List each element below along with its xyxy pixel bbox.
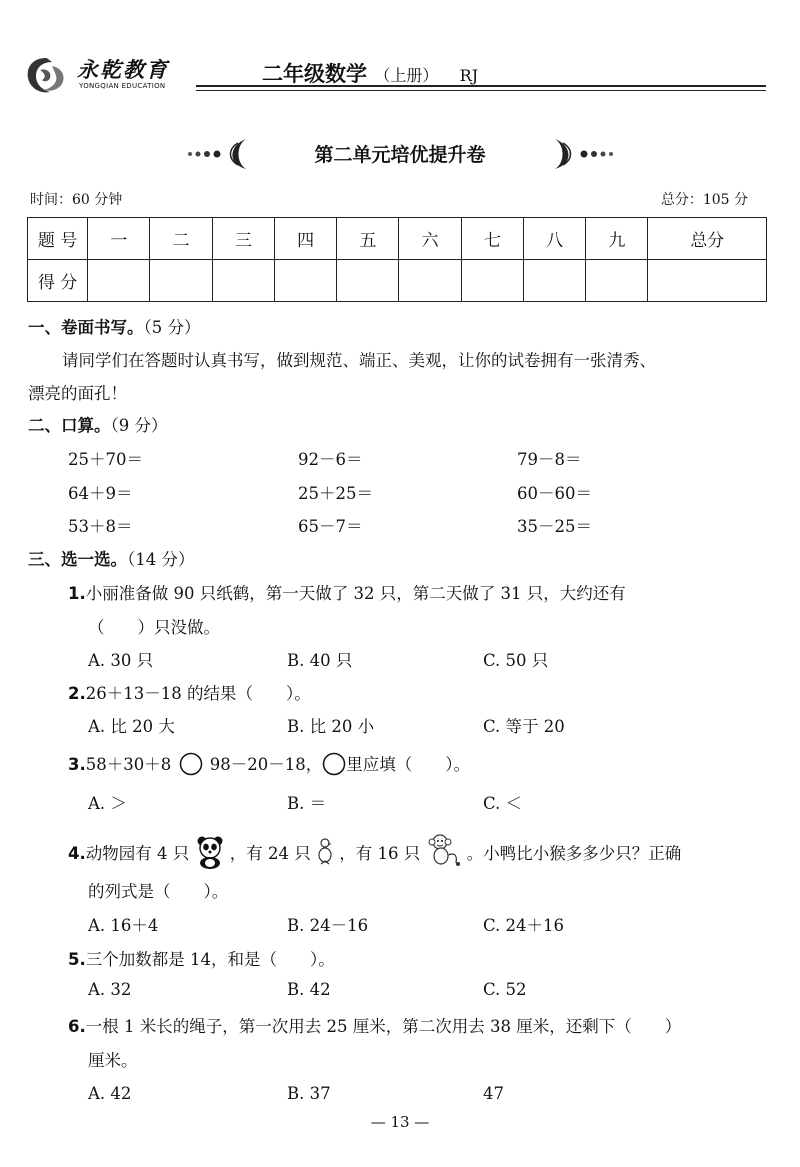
- calc-problem: 64＋9＝: [68, 484, 133, 503]
- question-text-cont: （ ）只没做。: [88, 618, 220, 637]
- option-a[interactable]: A. ＞: [88, 794, 127, 813]
- question-text-cont: 厘米。: [88, 1051, 138, 1070]
- table-cell: 总分: [648, 218, 767, 260]
- question-6: [68, 1013, 681, 1037]
- section-points: （9 分）: [110, 416, 168, 435]
- score-cell[interactable]: [461, 260, 523, 302]
- brand-name-en: YONGQIAN EDUCATION: [79, 82, 166, 90]
- table-cell: 得 分: [28, 260, 88, 302]
- header-subject: 二年级数学: [262, 62, 367, 86]
- header-rule: [196, 85, 766, 87]
- section-heading: [28, 412, 168, 436]
- calc-problem: 60－60＝: [517, 484, 592, 503]
- question-text: 小丽准备做 90 只纸鹤，第一天做了 32 只，第二天做了 31 只，大约还有: [85, 584, 626, 603]
- calc-problem: 35－25＝: [517, 517, 592, 536]
- option-a[interactable]: A. 16＋4: [88, 916, 159, 935]
- question-text: 一根 1 米长的绳子，第一次用去 25 厘米，第二次用去 38 厘米，还剩下（ ）: [85, 1017, 682, 1036]
- option-c[interactable]: C. 52: [483, 980, 527, 999]
- score-cell[interactable]: [150, 260, 212, 302]
- option-c[interactable]: C. 等于 20: [483, 717, 565, 736]
- score-table: [27, 217, 767, 302]
- question-5: [68, 946, 335, 970]
- table-cell: 二: [150, 218, 212, 260]
- unit-title: 第二单元培优提升卷: [314, 144, 486, 166]
- score-cell[interactable]: [274, 260, 336, 302]
- paragraph-line: 漂亮的面孔！: [28, 384, 127, 403]
- question-number: 1.: [68, 584, 86, 603]
- option-a[interactable]: A. 30 只: [88, 651, 154, 670]
- table-cell: 五: [337, 218, 399, 260]
- calc-problem: 25＋70＝: [68, 450, 143, 469]
- question-4: [68, 833, 681, 869]
- question-number: 3.: [68, 755, 86, 774]
- question-number: 6.: [68, 1017, 86, 1036]
- section-points: （5 分）: [143, 318, 201, 337]
- question-text: ，有 24 只: [229, 844, 311, 863]
- option-b[interactable]: B. 40 只: [287, 651, 353, 670]
- calc-problem: 79－8＝: [517, 450, 582, 469]
- table-cell: 九: [586, 218, 648, 260]
- right-ornament-icon: [545, 137, 615, 171]
- page-title: [262, 58, 478, 88]
- total-score: 总分：105 分: [660, 192, 748, 208]
- question-3: [68, 751, 470, 776]
- question-text-cont: 的列式是（ ）。: [88, 882, 229, 901]
- time-limit: 时间：60 分钟: [30, 192, 123, 208]
- question-number: 5.: [68, 950, 86, 969]
- duck-icon: [316, 837, 334, 867]
- question-text: 。小鸭比小猴多多少只？正确: [466, 844, 682, 863]
- blank-circle-icon[interactable]: [179, 752, 203, 776]
- score-cell[interactable]: [523, 260, 585, 302]
- option-b[interactable]: B. ＝: [287, 794, 327, 813]
- score-table-score-row: [28, 260, 767, 302]
- option-c[interactable]: C. 50 只: [483, 651, 549, 670]
- option-b[interactable]: B. 42: [287, 980, 331, 999]
- question-text: 三个加数都是 14，和是（ ）。: [85, 950, 335, 969]
- table-cell: 六: [399, 218, 461, 260]
- option-b[interactable]: B. 比 20 小: [287, 717, 375, 736]
- option-b[interactable]: B. 37: [287, 1084, 331, 1103]
- table-cell: 四: [274, 218, 336, 260]
- calc-problem: 92－6＝: [298, 450, 363, 469]
- section-title: 二、口算。: [28, 416, 111, 435]
- score-cell[interactable]: [212, 260, 274, 302]
- table-cell: 八: [523, 218, 585, 260]
- option-c[interactable]: 47: [483, 1084, 504, 1103]
- option-a[interactable]: A. 比 20 大: [88, 717, 175, 736]
- score-cell[interactable]: [88, 260, 150, 302]
- header-rule-thin: [196, 90, 766, 91]
- question-number: 2.: [68, 684, 86, 703]
- question-text: ，有 16 只: [339, 844, 421, 863]
- score-cell[interactable]: [586, 260, 648, 302]
- panda-icon: [195, 835, 225, 869]
- header-volume: （上册）: [374, 66, 439, 85]
- question-text: 98－20－18，: [209, 755, 323, 774]
- section-heading: [28, 546, 195, 570]
- question-text: 26＋13－18 的结果（ ）。: [85, 684, 311, 703]
- question-2: [68, 680, 311, 704]
- option-a[interactable]: A. 32: [88, 980, 132, 999]
- question-number: 4.: [68, 844, 86, 863]
- swirl-logo-icon: [22, 54, 70, 98]
- paragraph-line: 请同学们在答题时认真书写，做到规范、端正、美观，让你的试卷拥有一张清秀、: [62, 351, 656, 370]
- calc-problem: 53＋8＝: [68, 517, 133, 536]
- section-title: 三、选一选。: [28, 550, 127, 569]
- table-cell: 三: [212, 218, 274, 260]
- section-title: 一、卷面书写。: [28, 318, 144, 337]
- header-edition: RJ: [459, 66, 479, 85]
- section-heading: [28, 314, 201, 338]
- option-b[interactable]: B. 24－16: [287, 916, 369, 935]
- section-points: （14 分）: [127, 550, 195, 569]
- table-cell: 七: [461, 218, 523, 260]
- question-1: [68, 580, 626, 604]
- brand-logo: [22, 50, 202, 98]
- option-a[interactable]: A. 42: [88, 1084, 132, 1103]
- table-cell: 一: [88, 218, 150, 260]
- question-text: 58＋30＋8: [85, 755, 172, 774]
- table-cell: 题 号: [28, 218, 88, 260]
- calc-problem: 25＋25＝: [298, 484, 373, 503]
- page-number: — 13 —: [370, 1113, 430, 1131]
- score-cell[interactable]: [399, 260, 461, 302]
- option-c[interactable]: C. ＜: [483, 794, 523, 813]
- brand-name: 永乾教育: [77, 57, 169, 82]
- blank-circle-icon: [322, 752, 346, 776]
- question-text: 里应填（ ）。: [346, 755, 470, 774]
- option-c[interactable]: C. 24＋16: [483, 916, 565, 935]
- score-cell[interactable]: [648, 260, 767, 302]
- calc-problem: 65－7＝: [298, 517, 363, 536]
- score-table-header-row: [28, 218, 767, 260]
- question-text: 动物园有 4 只: [85, 844, 190, 863]
- monkey-icon: [426, 833, 462, 869]
- score-cell[interactable]: [337, 260, 399, 302]
